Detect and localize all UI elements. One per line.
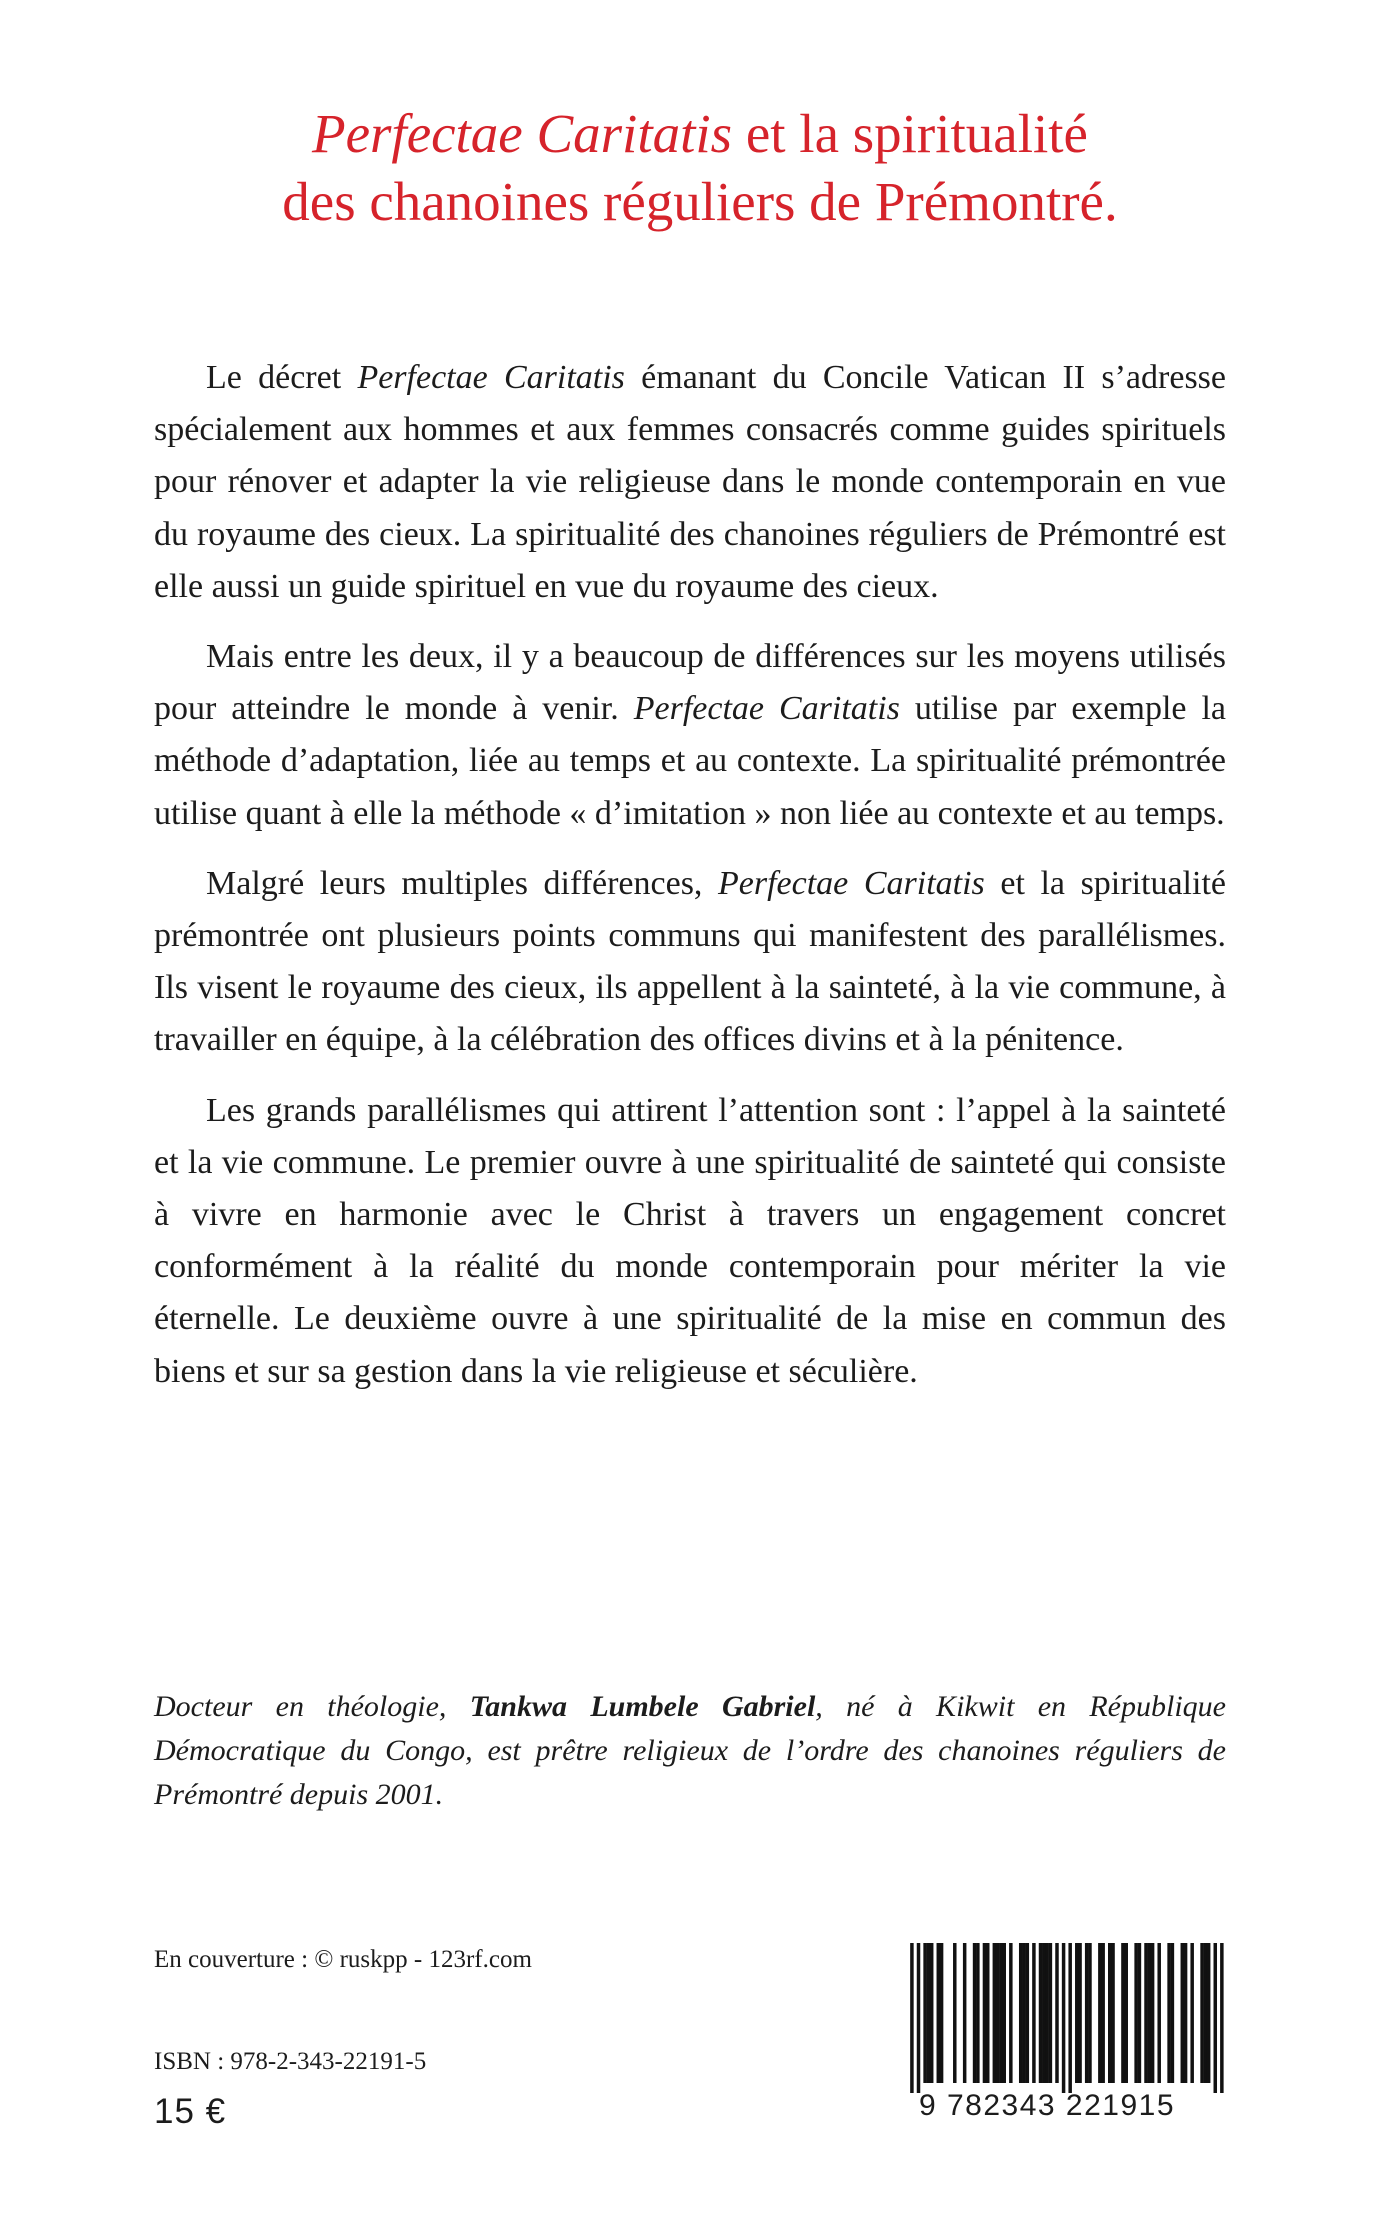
barcode-bar: [1200, 1943, 1204, 2083]
barcode-bar: [910, 1943, 914, 2093]
barcode-bar: [1207, 1943, 1211, 2083]
p1-text-b: émanant du Concile Vatican II s’adresse spécialement aux hommes et aux femmes consacrés comme guides spirituels pour rénover et adapter la vie religieuse dans le monde contemporain en vue du royaume des cieux. La spiritualité des chanoines réguliers de Prémontré est elle aussi un guide spirituel en vue du royaume des cieux.: [154, 359, 1226, 605]
title-line-1: [0, 100, 1400, 168]
barcode-bar: [1184, 1943, 1188, 2083]
bio-intro: Docteur en théologie,: [154, 1690, 470, 1723]
barcode: [864, 1943, 1230, 2125]
barcode-bars: [864, 1943, 1230, 2093]
barcode-bar: [986, 1943, 990, 2083]
blurb: [154, 352, 1226, 1416]
barcode-bar: [1088, 1943, 1092, 2083]
barcode-bar: [923, 1943, 927, 2083]
barcode-bar: [1042, 1943, 1046, 2083]
barcode-bar: [1151, 1943, 1155, 2083]
barcode-bar: [1171, 1943, 1175, 2083]
barcode-bar: [1049, 1943, 1053, 2083]
barcode-digits: 9 782343 221915: [918, 2089, 1176, 2122]
barcode-bar: [1108, 1943, 1112, 2083]
barcode-bar: [1220, 1943, 1224, 2093]
barcode-bar: [1039, 1943, 1043, 2083]
barcode-bar: [1138, 1943, 1142, 2083]
p3-text-b: et la spiritualité prémontrée ont plusieurs points communs qui manifestent des parallélismes. Ils visent le royaume des cieux, ils appellent à la sainteté, à la vie commune, à travailler en équipe, à la célébration des offices divins et à la pénitence.: [154, 864, 1226, 1059]
title-line-1-rest: et la spiritualité: [732, 103, 1088, 164]
p2-italic: Perfectae Caritatis: [633, 690, 900, 728]
barcode-bar: [1101, 1943, 1105, 2083]
barcode-bar: [1078, 1943, 1082, 2083]
barcode-bar: [1045, 1943, 1049, 2083]
p3-italic: Perfectae Caritatis: [718, 864, 985, 902]
isbn: ISBN : 978-2-343-22191-5: [154, 2048, 427, 2075]
barcode-bar: [1148, 1943, 1152, 2083]
barcode-bar: [1121, 1943, 1125, 2083]
barcode-bar: [1019, 1943, 1023, 2083]
barcode-bar: [1204, 1943, 1208, 2083]
barcode-bar: [1190, 1943, 1194, 2083]
barcode-bar: [1144, 1943, 1148, 2083]
book-title: [0, 100, 1400, 236]
barcode-bar: [1134, 1943, 1138, 2083]
barcode-bar: [1075, 1943, 1079, 2083]
p3-text-a: Malgré leurs multiples différences,: [206, 864, 719, 902]
blurb-paragraph-4: Les grands parallélismes qui attirent l’attention sont : l’appel à la sainteté et la vie commune. Le premier ouvre à une spiritualité de sainteté qui consiste à vivre en harmonie avec le Christ à travers un engagement concret conformément à la réalité du monde contemporain pour mériter la vie éternelle. Le deuxième ouvre à une spiritualité de la mise en commun des biens et sur sa gestion dans la vie religieuse et séculière.: [154, 1091, 1226, 1390]
barcode-bar: [1214, 1943, 1218, 2093]
barcode-bar: [993, 1943, 997, 2083]
barcode-bar: [973, 1943, 977, 2083]
author-name: Tankwa Lumbele Gabriel: [469, 1690, 816, 1723]
barcode-bar: [1098, 1943, 1102, 2083]
barcode-bar: [999, 1943, 1003, 2083]
barcode-bar: [1055, 1943, 1059, 2083]
blurb-paragraph-2: [154, 631, 1226, 840]
blurb-paragraph-3: [154, 858, 1226, 1067]
barcode-bar: [930, 1943, 934, 2083]
barcode-bar: [1032, 1943, 1036, 2083]
author-bio: [154, 1685, 1226, 1817]
barcode-bar: [1026, 1943, 1030, 2083]
price: 15 €: [154, 2092, 227, 2131]
barcode-bar: [940, 1943, 944, 2083]
barcode-bar: [1181, 1943, 1185, 2083]
barcode-bar: [1124, 1943, 1128, 2083]
barcode-bar: [1062, 1943, 1066, 2093]
barcode-bar: [1009, 1943, 1013, 2083]
bio-rest: , né à Kikwit en République Démocratique du Congo, est prêtre religieux de l’ordre des chanoines réguliers de Prémontré depuis 2001.: [154, 1690, 1226, 1811]
cover-credit: En couverture : © ruskpp - 123rf.com: [154, 1946, 532, 1973]
barcode-bar: [953, 1943, 957, 2083]
barcode-bar: [927, 1943, 931, 2083]
barcode-bar: [917, 1943, 921, 2093]
p2-text-a: Mais entre les deux, il y a beaucoup de différences sur les moyens utilisés pour atteindre le monde à venir.: [154, 638, 1226, 728]
p1-italic: Perfectae Caritatis: [357, 359, 625, 396]
barcode-bar: [1111, 1943, 1115, 2083]
title-italic-part: Perfectae Caritatis: [312, 103, 733, 164]
barcode-bar: [976, 1943, 980, 2083]
barcode-bar: [1002, 1943, 1006, 2083]
barcode-bar: [1068, 1943, 1072, 2093]
barcode-bar: [996, 1943, 1000, 2083]
barcode-bar: [1085, 1943, 1089, 2083]
p2-text-b: utilise par exemple la méthode d’adaptation, liée au temps et au contexte. La spiritualité prémontrée utilise quant à elle la méthode « d’imitation » non liée au contexte et au temps.: [154, 690, 1226, 832]
barcode-bar: [983, 1943, 987, 2083]
barcode-bar: [1167, 1943, 1171, 2083]
barcode-bar: [1022, 1943, 1026, 2083]
barcode-bar: [963, 1943, 967, 2083]
barcode-bar: [1157, 1943, 1161, 2083]
p1-text-a: Le décret: [206, 359, 358, 396]
barcode-bar: [937, 1943, 941, 2083]
blurb-paragraph-1: [154, 352, 1226, 613]
title-line-2: des chanoines réguliers de Prémontré.: [282, 171, 1118, 232]
